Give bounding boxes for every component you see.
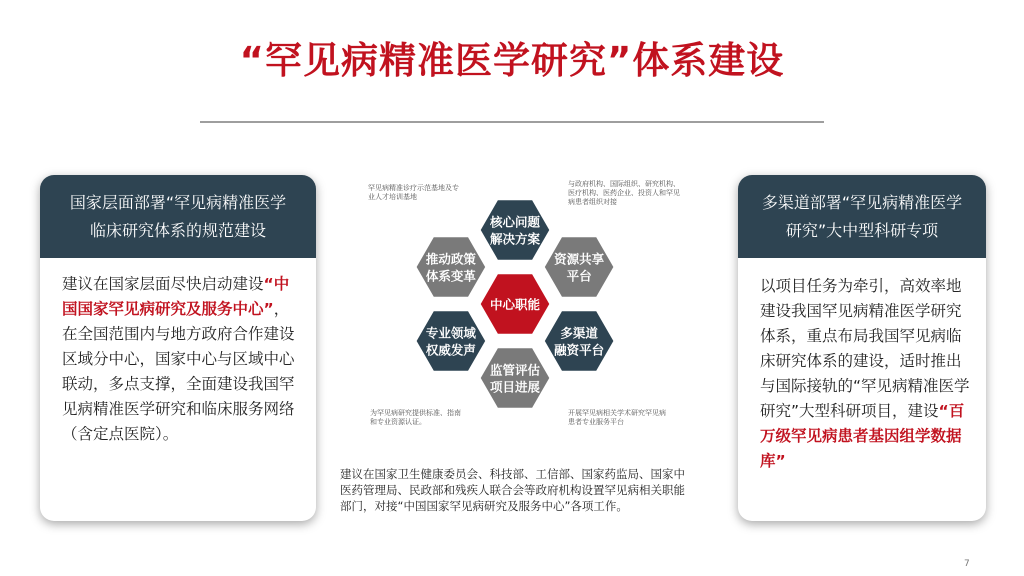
hexagon-1-label: 解决方案 xyxy=(489,231,541,247)
hexagon-6-label: 体系变革 xyxy=(425,268,476,284)
right-card-body-prefix: 以项目任务为牵引，高效率地建设我国罕见病精准医学研究体系，重点布局我国罕见病临床研究体系的建设，适时推出与国际接轨的“罕见病精准医学研究”大型科研项目，建设 xyxy=(760,277,970,420)
right-card-heading xyxy=(738,175,986,258)
title-divider xyxy=(200,121,824,123)
hexagon-2-label: 平台 xyxy=(566,268,592,284)
hexagon-5-label: 专业领域 xyxy=(425,325,476,341)
hexagon-5-label: 权威发声 xyxy=(425,342,476,358)
hexagon-4-label: 监管评估 xyxy=(489,362,541,378)
left-card-heading xyxy=(40,175,316,258)
hexagon-1-label: 核心问题 xyxy=(489,214,541,230)
left-card-highlight: “中国国家罕见病研究及服务中心” xyxy=(62,275,290,318)
hexagon-3-label: 多渠道 xyxy=(560,325,598,341)
hexagon-4-shape xyxy=(479,347,551,409)
page-number: 7 xyxy=(964,559,970,569)
center-functions-diagram xyxy=(362,170,682,452)
left-card xyxy=(40,175,316,521)
note-bottom-right: 开展罕见病相关学术研究罕见病患者专业服务平台 xyxy=(568,409,666,426)
hexagon-2-label: 资源共享 xyxy=(554,251,605,267)
note-bottom-left: 为罕见病研究提供标准、指南和专业资源认证。 xyxy=(370,409,461,426)
left-card-heading-line-1: 国家层面部署“罕见病精准医学 xyxy=(69,192,287,212)
right-card xyxy=(738,175,986,521)
left-card-body-suffix: ，在全国范围内与地方政府合作建设区域分中心，国家中心与区域中心联动，多点支撑，全面建设我国罕见病精准医学研究和临床服务网络（含定点医院）。 xyxy=(62,300,295,443)
left-card-body xyxy=(40,258,316,447)
note-top-left: 罕见病精准诊疗示范基地及专业人才培训基地 xyxy=(368,184,459,201)
hexagon-4-label: 项目进展 xyxy=(489,379,541,395)
left-card-body-prefix: 建议在国家层面尽快启动建设 xyxy=(62,275,264,293)
center-hexagon-label: 中心职能 xyxy=(489,297,541,312)
note-top-right: 与政府机构、国际组织、研究机构、医疗机构、医药企业、投资人和罕见病患者组织对接 xyxy=(568,180,680,206)
hexagon-6-shape xyxy=(415,236,487,298)
left-card-heading-line-2: 临床研究体系的规范建设 xyxy=(89,220,266,240)
hexagon-3-shape xyxy=(543,310,615,372)
right-card-heading-line-2: 研究”大中型科研专项 xyxy=(785,220,939,240)
hexagon-5-shape xyxy=(415,310,487,372)
hexagon-2-shape xyxy=(543,236,615,298)
right-card-body xyxy=(738,258,986,474)
page-title: “罕见病精准医学研究”体系建设 xyxy=(239,39,785,82)
hexagon-1-shape xyxy=(479,199,551,261)
right-card-highlight: “百万级罕见病患者基因组学数据库” xyxy=(760,402,965,470)
hexagon-3-label: 融资平台 xyxy=(554,342,605,358)
bottom-note: 建议在国家卫生健康委员会、科技部、工信部、国家药监局、国家中医药管理局、民政部和残疾人联合会等政府机构设置罕见病相关职能部门，对接“中国国家罕见病研究及服务中心”各项工作。 xyxy=(340,467,685,513)
right-card-heading-line-1: 多渠道部署“罕见病精准医学 xyxy=(761,192,963,212)
hexagon-6-label: 推动政策 xyxy=(425,251,476,267)
